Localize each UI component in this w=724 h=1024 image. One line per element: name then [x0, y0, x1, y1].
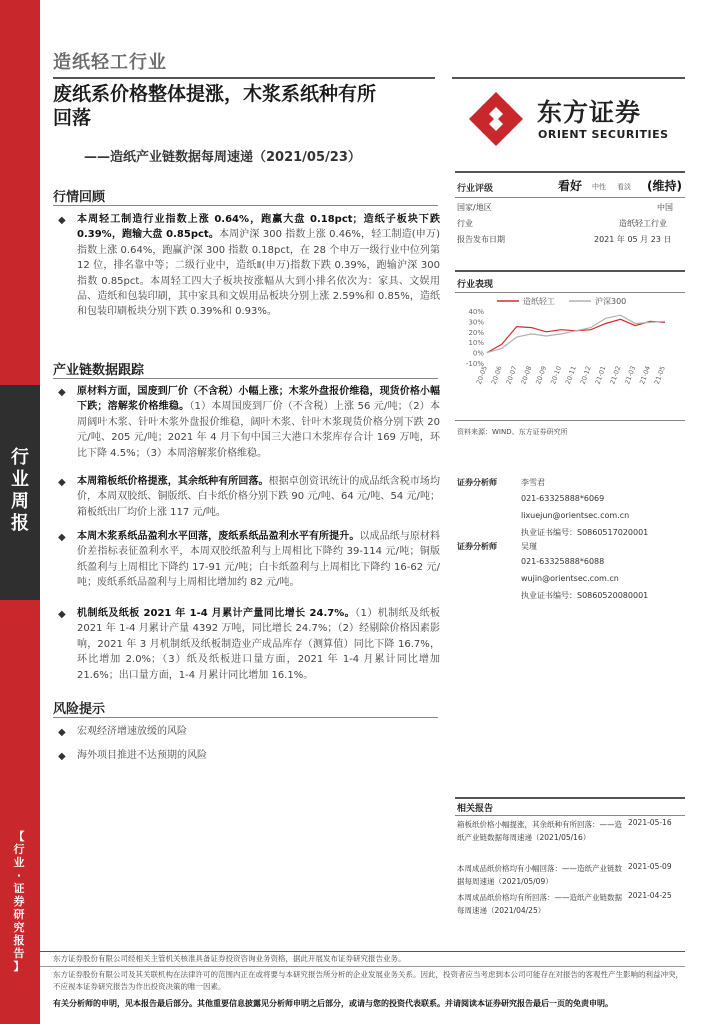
- chart-bottom-rule: [455, 420, 685, 421]
- report-category-char: 告: [13, 947, 25, 960]
- related-report-date: 2021-05-16: [628, 818, 672, 827]
- analyst-cert: 执业证书编号：S0860520080001: [521, 591, 649, 600]
- series-line: [487, 319, 665, 352]
- footer-notice: 有关分析师的申明，见本报告最后部分。其他重要信息披露见分析师申明之后部分，或请与您的投资代表联系。并请阅读本证券研究报告最后一页的免责申明。: [53, 999, 613, 1008]
- report-category-char: 报: [13, 934, 25, 947]
- chain-paragraph: [77, 384, 440, 461]
- rating-value: 看好: [558, 179, 583, 193]
- x-tick-label: 20-07: [504, 364, 519, 386]
- report-type-char: 报: [11, 513, 29, 534]
- analyst-label: 证券分析师: [457, 478, 497, 487]
- rating-keep: (维持): [647, 179, 682, 193]
- report-type-char: 业: [11, 469, 29, 490]
- rating-divider: [455, 197, 685, 198]
- report-category-char: ·: [16, 869, 22, 882]
- report-category-char: 研: [13, 908, 25, 921]
- logo-name-cn: 东方证券: [537, 98, 642, 127]
- industry-performance-chart: [455, 293, 685, 418]
- analyst-email[interactable]: lixuejun@orientsec.com.cn: [521, 511, 630, 520]
- perf-title: 行业表现: [457, 280, 494, 290]
- x-tick-label: 20-05: [474, 364, 489, 386]
- section-heading-review: 行情回顾: [53, 190, 106, 205]
- rating-option-neutral: 中性: [592, 183, 606, 191]
- report-category-char: 券: [13, 895, 25, 908]
- y-tick-label: 20%: [468, 328, 484, 337]
- analyst-cert: 执业证书编号：S0860517020001: [521, 528, 649, 537]
- report-type-vertical: [5, 447, 35, 535]
- review-paragraph: [77, 212, 440, 320]
- related-divider: [455, 815, 685, 816]
- chain-paragraph: [77, 474, 440, 520]
- report-category-char: 【: [13, 830, 25, 843]
- x-tick-label: 20-10: [549, 364, 564, 386]
- report-category-vertical: [8, 830, 30, 973]
- footer-rule: [40, 966, 685, 967]
- side-band-top: [0, 0, 40, 385]
- y-tick-label: 30%: [468, 318, 484, 327]
- x-tick-label: 20-12: [578, 364, 593, 386]
- chart-source: 资料来源：WIND、东方证券研究所: [457, 428, 568, 436]
- rating-rule: [455, 171, 685, 173]
- bullet-icon: ◆: [58, 532, 66, 543]
- y-tick-label: -10%: [465, 360, 484, 368]
- report-subheadline: ——造纸产业链数据每周速递（2021/05/23）: [84, 150, 361, 165]
- x-tick-label: 21-02: [608, 364, 623, 386]
- x-tick-label: 20-08: [519, 364, 534, 386]
- orient-logo-icon: [467, 90, 525, 148]
- legend-label: 沪深300: [595, 297, 627, 306]
- section-rule: [53, 378, 438, 379]
- analyst-name: 李雪君: [521, 478, 545, 487]
- series-line: [487, 315, 665, 352]
- y-tick-label: 10%: [468, 339, 484, 348]
- info-value: 造纸轻工行业: [619, 219, 667, 228]
- info-value: 2021 年 05 月 23 日: [594, 235, 672, 244]
- footer-rule: [40, 951, 685, 952]
- section-heading-risk: 风险提示: [53, 702, 106, 717]
- chain-highlight: 本周箱板纸价格提涨，其余纸种有所回落。: [77, 476, 269, 487]
- related-report-link[interactable]: 箱板纸价格小幅提涨，其余纸种有所回落：——造纸产业链数据每周速递（2021/05/16）: [457, 820, 622, 842]
- perf-rule: [455, 270, 685, 272]
- legend-label: 造纸轻工: [523, 297, 555, 306]
- section-rule: [53, 717, 438, 718]
- x-tick-label: 20-09: [534, 364, 549, 386]
- report-category-char: 业: [13, 856, 25, 869]
- review-highlight: 本周轻工制造行业指数上涨 0.64%，跑赢大盘 0.18pct；造纸子板块下跌 0.39%，跑输大盘 0.85pct。: [77, 214, 440, 241]
- chain-highlight: 机制纸及纸板 2021 年 1-4 月累计产量同比增长 24.7%。: [77, 608, 356, 619]
- bullet-icon: ◆: [58, 477, 66, 488]
- bullet-icon: ◆: [58, 609, 66, 620]
- x-tick-label: 21-03: [623, 364, 638, 386]
- headline-line-2: 回落: [53, 107, 92, 129]
- chain-paragraph: [77, 606, 440, 683]
- footer-qualification: 东方证券股份有限公司经相关主管机关核准具备证券投资咨询业务资格，据此开展发布证券研究报告业务。: [53, 954, 406, 963]
- bullet-icon: ◆: [58, 727, 66, 738]
- info-key: 行业: [457, 219, 473, 228]
- analyst-name: 吴瑾: [521, 542, 537, 551]
- report-type-char: 周: [11, 491, 29, 512]
- info-value: 中国: [657, 203, 673, 212]
- report-category-char: 证: [13, 882, 25, 895]
- bullet-icon: ◆: [58, 215, 66, 226]
- footer-disclaimer: 东方证券股份有限公司及其关联机构在法律许可的范围内正在或将要与本研究报告所分析的企业发展业务关系。因此，投资者应当考虑到本公司可能存在对报告的客观性产生影响的利益冲突，不应视本证券研究报告为作出投资决策的唯一因素。: [53, 970, 683, 991]
- y-tick-label: 40%: [468, 308, 484, 316]
- related-report-date: 2021-05-09: [628, 862, 672, 871]
- x-tick-label: 20-06: [489, 364, 504, 386]
- report-category-char: 究: [13, 921, 25, 934]
- bullet-icon: ◆: [58, 751, 66, 762]
- analyst-label: 证券分析师: [457, 542, 497, 551]
- related-rule: [455, 797, 685, 799]
- logo-name-en: ORIENT SECURITIES: [538, 128, 669, 141]
- chain-highlight: 原材料方面，国废到厂价（不含税）小幅上涨；木浆外盘报价维稳，现货价格小幅下跌；溶解浆价格维稳。: [77, 386, 440, 413]
- info-key: 国家/地区: [457, 203, 492, 212]
- chain-paragraph: [77, 529, 440, 591]
- report-type-char: 行: [11, 447, 29, 468]
- headline-line-1: 废纸系价格整体提涨，木浆系纸种有所: [53, 83, 377, 105]
- chain-body: 根据卓创资讯统计的成品纸含税市场均价，本周双胶纸、铜版纸、白卡纸价格分别下跌 90 元/吨、64 元/吨、54 元/吨；箱板纸出厂均价上涨 117 元/吨。: [77, 476, 441, 518]
- risk-item: 宏观经济增速放缓的风险: [77, 726, 187, 737]
- analyst-email[interactable]: wujin@orientsec.com.cn: [521, 574, 619, 583]
- report-headline: [53, 82, 443, 130]
- analyst-phone: 021-63325888*6088: [521, 557, 605, 566]
- section-heading-chain: 产业链数据跟踪: [53, 363, 145, 378]
- x-tick-label: 21-05: [652, 364, 667, 386]
- rating-label: 行业评级: [457, 184, 494, 194]
- rating-option-bearish: 看淡: [617, 183, 631, 191]
- related-title: 相关报告: [457, 804, 494, 814]
- related-report-date: 2021-04-25: [628, 891, 672, 900]
- bullet-icon: ◆: [58, 387, 66, 398]
- chain-body: （1）本周国废到厂价（不含税）上涨 56 元/吨；（2）本周阔叶木浆、针叶木浆外盘报价维稳，阔叶木浆、针叶木浆现货价格分别下跌 20 元/吨、205 元/吨；2021 年 4 月下旬中国三大港口木浆库存合计 169 万吨，环比下降 4.5%；（3）本周溶解浆价格维稳。: [77, 401, 440, 459]
- report-category-char: 行: [13, 843, 25, 856]
- logo-rule: [452, 77, 685, 79]
- header-rule: [53, 77, 435, 79]
- chain-body: （1）机制纸及纸板 2021 年 1-4 月累计产量 4392 万吨，同比增长 24.7%；（2）经剔除价格因素影响，2021 年 3 月机制纸及纸板制造业产成品库存（测算值）同比下降 16.7%，环比增加 2.0%；（3）纸及纸板进口量方面，2021 年 1-4 月累计同比增加 21.6%；出口量方面，1-4 月累计同比增加 16.1%。: [77, 608, 440, 681]
- related-report-link[interactable]: 本周成品纸价格均有所回落：——造纸产业链数据每周速递（2021/04/25）: [457, 893, 622, 915]
- analyst-phone: 021-63325888*6069: [521, 494, 605, 503]
- review-body: 本周沪深 300 指数上涨 0.46%，轻工制造(申万)指数上涨 0.64%，跑赢沪深 300 指数 0.18pct，在 28 个申万一级行业中位列第 12 位，排名靠中等；二级行业中，造纸Ⅱ(申万)指数下跌 0.39%，跑输沪深 300 指数 0.85pct。本周轻工四大子板块按涨幅从大到小排名依次为：家具、文娱用品、造纸和包装印刷，其中家具和文娱用品板块分别上涨 2.59%和 0.85%，造纸和包装印刷板块分别下跌 0.39%和 0.93%。: [77, 229, 440, 318]
- x-tick-label: 20-11: [563, 364, 578, 386]
- section-rule: [53, 205, 438, 206]
- chain-highlight: 本周木浆系纸品盈利水平回落，废纸系纸品盈利水平有所提升。: [77, 531, 360, 542]
- chain-body: 以成品纸与原材料价差指标表征盈利水平，本周双胶纸盈利与上周相比下降约 39-114 元/吨；铜版纸盈利与上周相比下降约 17-91 元/吨；白卡纸盈利与上周相比下降约 16-62 元/吨；废纸系纸品盈利与上周相比增加约 82 元/吨。: [77, 531, 441, 589]
- industry-title: 造纸轻工行业: [53, 52, 167, 73]
- risk-item: 海外项目推进不达预期的风险: [77, 750, 207, 761]
- related-report-link[interactable]: 本周成品纸价格均有小幅回落：——造纸产业链数据每周速递（2021/05/09）: [457, 864, 622, 886]
- x-tick-label: 21-01: [593, 364, 608, 386]
- info-key: 报告发布日期: [457, 235, 505, 244]
- y-tick-label: 0%: [472, 349, 484, 358]
- report-category-char: 】: [13, 960, 25, 973]
- x-tick-label: 21-04: [638, 364, 653, 386]
